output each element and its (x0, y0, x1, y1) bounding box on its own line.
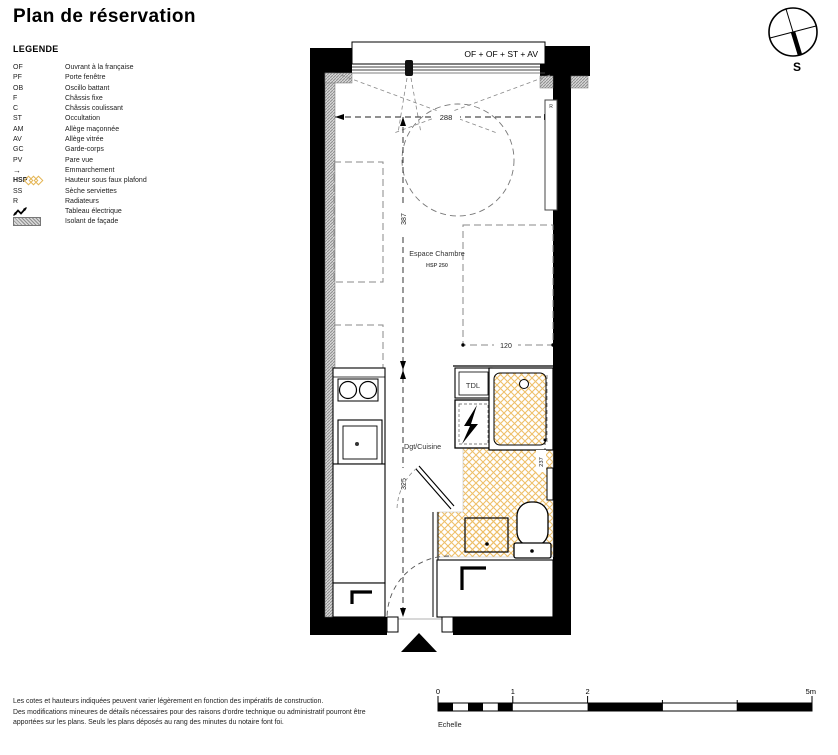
disclaimer-text (13, 697, 366, 729)
legend-abbr: AV (13, 136, 22, 144)
radiator-chambre (545, 100, 557, 210)
legend-abbr: R (13, 197, 19, 205)
cooktop (338, 379, 378, 401)
legend-abbr: OF (13, 64, 23, 71)
svg-text:237: 237 (539, 457, 545, 467)
svg-text:120: 120 (500, 343, 512, 350)
kitchen-sink (338, 420, 382, 464)
closet-left (333, 583, 385, 617)
kitchen-block (333, 368, 385, 617)
scale-bar (436, 687, 816, 729)
entrance-arrow (401, 633, 437, 652)
legend-label: Allège maçonnée (65, 125, 120, 133)
tdl-cabinet (455, 368, 492, 398)
legend-label: Garde-corps (65, 146, 104, 154)
dim-height-325: 325 (401, 478, 408, 490)
legend-label: Ouvrant à la française (65, 64, 134, 71)
dim-height-387: 387 (401, 213, 408, 225)
legend-abbr: C (13, 105, 19, 113)
legend-abbr: OB (13, 84, 24, 92)
electrical-panel (455, 400, 492, 448)
window-handle (405, 60, 413, 76)
kitchen-tall-unit (333, 464, 385, 583)
compass-rose (769, 8, 817, 74)
legend-label: Sèche serviettes (65, 187, 117, 195)
page-title: Plan de réservation (13, 6, 196, 27)
legend-label: Occultation (65, 115, 101, 123)
scale-label-2: 2 (585, 687, 590, 696)
legend-abbr: PV (13, 156, 23, 164)
legend-abbr: ST (13, 115, 22, 123)
legend-label: Oscillo battant (65, 84, 110, 92)
legend-abbr: PF (13, 74, 22, 82)
legend-abbr: GC (13, 146, 24, 154)
legend-label: Emmarchement (65, 166, 115, 174)
radiator-label: R (549, 104, 553, 110)
window-type-label: OF + OF + ST + AV (464, 49, 538, 59)
shower (489, 368, 553, 450)
scale-caption: Echelle (438, 720, 462, 729)
legend-label: Pare vue (65, 156, 94, 164)
legend-abbr: F (13, 94, 18, 102)
legend-label: Châssis fixe (65, 94, 103, 102)
legend-abbr: AM (13, 125, 24, 133)
scale-label-1: 1 (510, 687, 515, 696)
scale-label-5m: 5m (805, 687, 816, 696)
tdl-label: TDL (465, 381, 481, 390)
hall-label: Dgt/Cuisine (404, 442, 442, 451)
legend-heading: LEGENDE (13, 44, 59, 54)
legend-label: Porte fenêtre (65, 74, 106, 82)
legend-label: Radiateurs (65, 197, 99, 205)
toilet (514, 502, 551, 558)
disclaimer-line-3: apportées sur les plans. Seuls les plans déposés au rang des minutes du notaire font foi. (13, 719, 284, 727)
washbasin (465, 518, 508, 552)
closet-bottom-right (437, 560, 553, 617)
towel-radiator (547, 468, 553, 500)
compass-south-label: S (792, 60, 802, 74)
dim-width-288: 288 (439, 113, 453, 122)
hsp-diamonds-icon: HSP (13, 176, 65, 186)
room-sublabel-hsp: HSP 250 (426, 263, 448, 269)
arrow-right-icon: → (13, 165, 21, 175)
disclaimer-line-1: Les cotes et hauteurs indiquées peuvent varier légèrement en fonction des impératifs de construction. (13, 698, 324, 705)
disclaimer-line-2: Des modifications mineures de détails nécessaires pour des raisons d'ordre technique ou administratif pourront être (13, 708, 366, 716)
casement-swing-lines (341, 75, 550, 133)
bathroom-block (397, 366, 553, 617)
legend-label: Allège vitrée (65, 136, 104, 144)
legend-abbr: SS (13, 187, 23, 195)
legend-label: Châssis coulissant (65, 105, 123, 113)
compass-needle-south (793, 32, 800, 55)
legend-label: Tableau électrique (65, 208, 122, 216)
scale-label-0: 0 (435, 687, 441, 696)
shower-drain (520, 380, 529, 389)
room-label-chambre: Espace Chambre (409, 249, 465, 258)
legend-label: Isolant de façade (65, 218, 119, 226)
legend-label: Hauteur sous faux plafond (65, 177, 147, 185)
